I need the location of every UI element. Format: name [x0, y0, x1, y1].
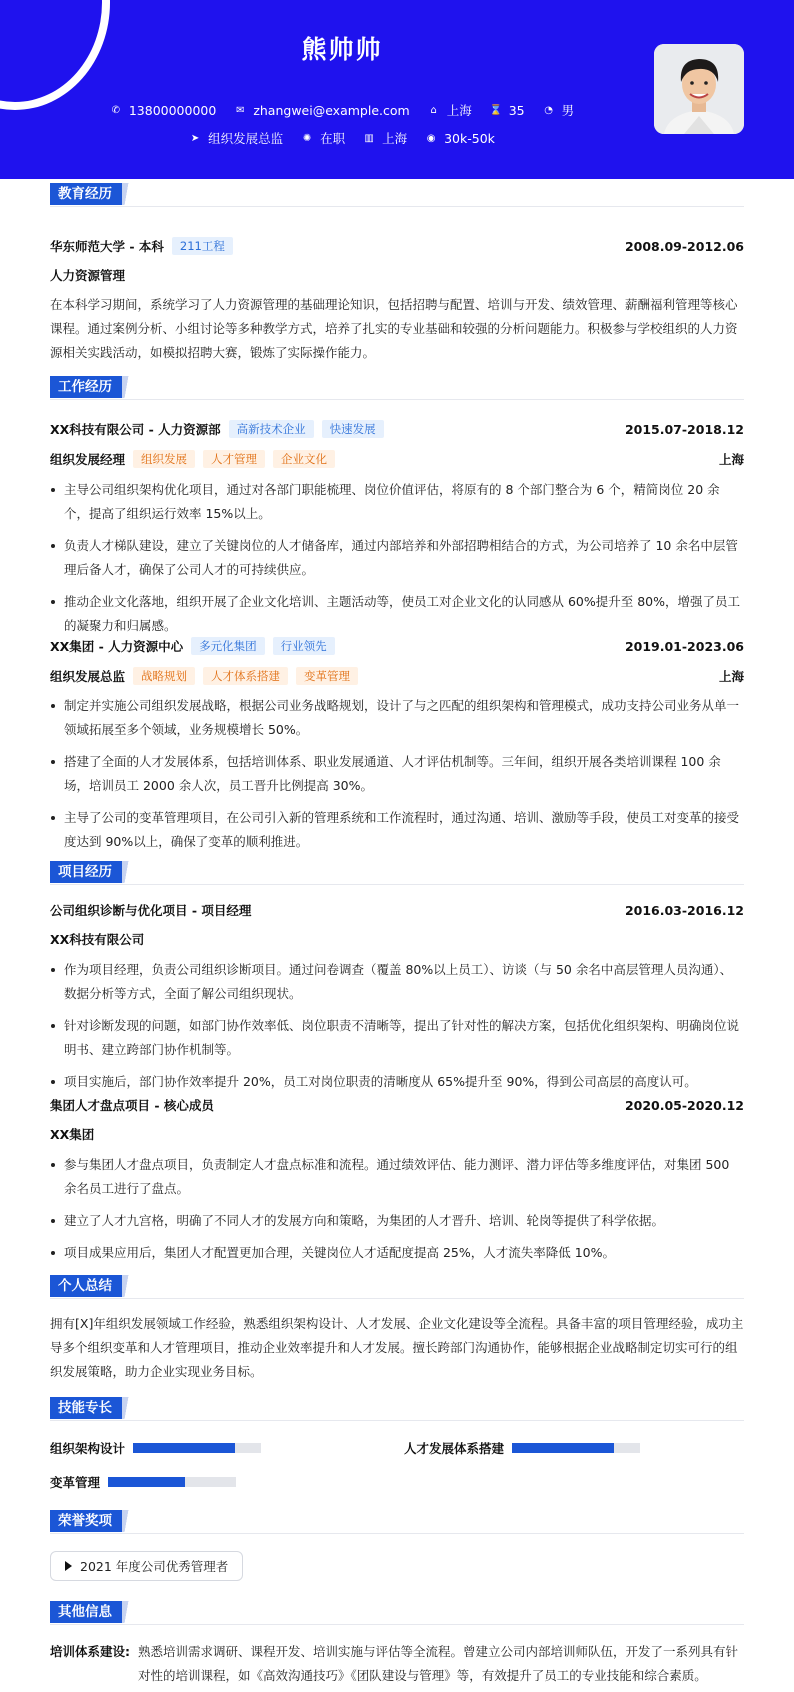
skill-bar — [512, 1443, 640, 1453]
resume-header — [0, 0, 794, 179]
work-entry-title — [50, 419, 744, 439]
skill-bar — [133, 1443, 261, 1453]
education-desc: 在本科学习期间，系统学习了人力资源管理的基础理论知识，包括招聘与配置、培训与开发、绩效管理、薪酬福利管理等核心课程。通过案例分析、小组讨论等多种教学方式，培养了扎实的专业基础和较强的分析问题能力。积极参与学校组织的人力资源相关实践活动，如模拟招聘大赛，锻炼了实际操作能力。 — [50, 297, 738, 360]
list-item: 项目实施后，部门协作效率提升 20%，员工对岗位职责的清晰度从 65%提升至 90%，得到公司高层的高度认可。 — [50, 1070, 744, 1094]
list-item: 制定并实施公司组织发展战略，根据公司业务战略规划，设计了与之匹配的组织架构和管理模式，成功支持公司业务从单一领域拓展至多个领域，业务规模增长 50%。 — [50, 694, 744, 742]
education-date: 2008.09-2012.06 — [624, 238, 744, 254]
section-title: 技能专长 — [50, 1397, 122, 1419]
work-role-row — [50, 666, 744, 686]
project-title: 公司组织诊断与优化项目 - 项目经理 — [50, 903, 252, 918]
avatar-photo — [654, 44, 744, 134]
contact-row — [0, 101, 684, 119]
project-title: 集团人才盘点项目 - 核心成员 — [50, 1098, 214, 1113]
company-name: XX集团 - 人力资源中心 — [50, 639, 184, 654]
contact-phone: ✆ 13800000000 — [111, 102, 217, 118]
role-tag: 组织发展 — [133, 450, 195, 468]
project-bullets — [50, 1153, 744, 1273]
avatar — [654, 44, 744, 134]
age-icon: ⌛ — [489, 104, 502, 116]
contact-location: ⌂ 上海 — [428, 101, 472, 119]
section-other — [50, 1601, 744, 1625]
school-tag: 211工程 — [172, 237, 233, 255]
company-tag: 行业领先 — [273, 637, 335, 655]
company-tag: 多元化集团 — [191, 637, 265, 655]
intention-city: ▥ 上海 — [364, 131, 408, 146]
work-entry-title — [50, 636, 744, 656]
skill-bar — [108, 1477, 236, 1487]
work-bullets — [50, 478, 744, 646]
contact-age: ⌛ 35 — [489, 102, 525, 118]
home-icon: ⌂ — [430, 104, 437, 116]
section-summary — [50, 1275, 744, 1299]
school-name: 华东师范大学 - 本科 — [50, 239, 164, 254]
list-item: 负责人才梯队建设，建立了关键岗位的人才储备库，通过内部培养和外部招聘相结合的方式，为公司培养了 10 余名中层管理后备人才，确保了公司人才的可持续供应。 — [50, 534, 744, 582]
candidate-name: 熊帅帅 — [301, 35, 383, 64]
skill-name: 变革管理 — [50, 1475, 101, 1490]
skill-item — [50, 1439, 261, 1457]
skill-bar-fill — [133, 1443, 235, 1453]
status-icon: ✺ — [302, 132, 312, 144]
contact-gender: ◔ 男 — [544, 103, 575, 118]
project-date: 2016.03-2016.12 — [624, 902, 744, 918]
role-tag: 人才管理 — [203, 450, 265, 468]
work-date: 2015.07-2018.12 — [624, 421, 744, 437]
company-tag: 高新技术企业 — [229, 420, 314, 438]
project-title-row — [50, 900, 744, 920]
role-tag: 企业文化 — [273, 450, 335, 468]
education-entry — [50, 236, 744, 256]
intention-salary: ◉ 30k-50k — [426, 130, 495, 146]
work-role-row — [50, 449, 744, 469]
section-title: 教育经历 — [50, 183, 122, 205]
list-item: 参与集团人才盘点项目，负责制定人才盘点标准和流程。通过绩效评估、能力测评、潜力评估等多维度评估，对集团 500 余名员工进行了盘点。 — [50, 1153, 744, 1201]
skill-item — [404, 1439, 640, 1457]
salary-icon: ◉ — [426, 132, 436, 144]
intention-status: ✺ 在职 — [302, 131, 346, 146]
building-icon: ▥ — [364, 132, 374, 144]
skill-bar-fill — [512, 1443, 614, 1453]
work-city: 上海 — [718, 452, 744, 467]
project-org: XX科技有限公司 — [50, 932, 145, 947]
other-info-label: 培训体系建设: — [50, 1644, 130, 1659]
phone-icon: ✆ — [111, 104, 121, 116]
role-tag: 战略规划 — [133, 667, 195, 685]
education-major: 人力资源管理 — [50, 268, 126, 283]
skill-name: 人才发展体系搭建 — [404, 1441, 505, 1456]
skill-item — [50, 1473, 236, 1491]
project-title-row — [50, 1095, 744, 1115]
project-bullets — [50, 958, 744, 1102]
list-item: 建立了人才九宫格，明确了不同人才的发展方向和策略，为集团的人才晋升、培训、轮岗等提供了科学依据。 — [50, 1209, 744, 1233]
role-name: 组织发展总监 — [50, 669, 126, 684]
send-icon: ➤ — [190, 132, 200, 144]
role-name: 组织发展经理 — [50, 452, 126, 467]
section-title: 工作经历 — [50, 376, 122, 398]
contact-email[interactable]: ✉ zhangwei@example.com — [236, 102, 410, 118]
other-info-item — [50, 1640, 744, 1688]
work-city: 上海 — [718, 669, 744, 684]
section-title: 其他信息 — [50, 1601, 122, 1623]
section-title: 荣誉奖项 — [50, 1510, 122, 1532]
list-item: 主导了公司的变革管理项目，在公司引入新的管理系统和工作流程时，通过沟通、培训、激励等手段，使员工对变革的接受度达到 90%以上，确保了变革的顺利推进。 — [50, 806, 744, 854]
intention-position: ➤ 组织发展总监 — [190, 131, 284, 146]
list-item: 项目成果应用后，集团人才配置更加合理，关键岗位人才适配度提高 25%，人才流失率降低 10%。 — [50, 1241, 744, 1265]
mail-icon: ✉ — [236, 104, 245, 116]
list-item: 搭建了全面的人才发展体系，包括培训体系、职业发展通道、人才评估机制等。三年间，组织开展各类培训课程 100 余场，培训员工 2000 余人次，员工晋升比例提高 30%。 — [50, 750, 744, 798]
section-awards — [50, 1510, 744, 1534]
intention-row — [0, 129, 684, 147]
caret-right-icon — [65, 1561, 72, 1571]
project-org: XX集团 — [50, 1127, 95, 1142]
list-item: 推动企业文化落地，组织开展了企业文化培训、主题活动等，使员工对企业文化的认同感从 60%提升至 80%，增强了员工的凝聚力和归属感。 — [50, 590, 744, 638]
summary-text: 拥有[X]年组织发展领域工作经验，熟悉组织架构设计、人才发展、企业文化建设等全流程。具备丰富的项目管理经验，成功主导多个组织变革和人才管理项目，推动企业效率提升和人才发展。擅长跨部门沟通协作，能够根据企业战略制定切实可行的组织发展策略，助力企业实现业务目标。 — [50, 1316, 744, 1379]
list-item: 作为项目经理，负责公司组织诊断项目。通过问卷调查（覆盖 80%以上员工）、访谈（与 50 余名中高层管理人员沟通）、数据分析等方式，全面了解公司组织现状。 — [50, 958, 744, 1006]
project-date: 2020.05-2020.12 — [624, 1097, 744, 1113]
company-tag: 快速发展 — [322, 420, 384, 438]
section-education — [50, 183, 744, 207]
skill-name: 组织架构设计 — [50, 1441, 126, 1456]
section-skills — [50, 1397, 744, 1421]
role-tag: 变革管理 — [296, 667, 358, 685]
list-item: 主导公司组织架构优化项目，通过对各部门职能梳理、岗位价值评估，将原有的 8 个部门整合为 6 个，精简岗位 20 余个，提高了组织运行效率 15%以上。 — [50, 478, 744, 526]
award-name: 2021 年度公司优秀管理者 — [80, 1559, 229, 1574]
work-bullets — [50, 694, 744, 862]
section-work — [50, 376, 744, 400]
section-project — [50, 861, 744, 885]
role-tag: 人才体系搭建 — [203, 667, 288, 685]
list-item: 针对诊断发现的问题，如部门协作效率低、岗位职责不清晰等，提出了针对性的解决方案，包括优化组织架构、明确岗位说明书、建立跨部门协作机制等。 — [50, 1014, 744, 1062]
company-name: XX科技有限公司 - 人力资源部 — [50, 422, 221, 437]
gender-icon: ◔ — [544, 104, 553, 116]
education-title-row — [50, 236, 744, 256]
other-info-text: 熟悉培训需求调研、课程开发、培训实施与评估等全流程。曾建立公司内部培训师队伍，开发了一系列具有针对性的培训课程，如《高效沟通技巧》《团队建设与管理》等，有效提升了员工的专业技能和综合素质。 — [138, 1644, 739, 1683]
work-date: 2019.01-2023.06 — [624, 638, 744, 654]
award-item — [50, 1551, 243, 1581]
skill-bar-fill — [108, 1477, 185, 1487]
section-title: 项目经历 — [50, 861, 122, 883]
section-title: 个人总结 — [50, 1275, 122, 1297]
